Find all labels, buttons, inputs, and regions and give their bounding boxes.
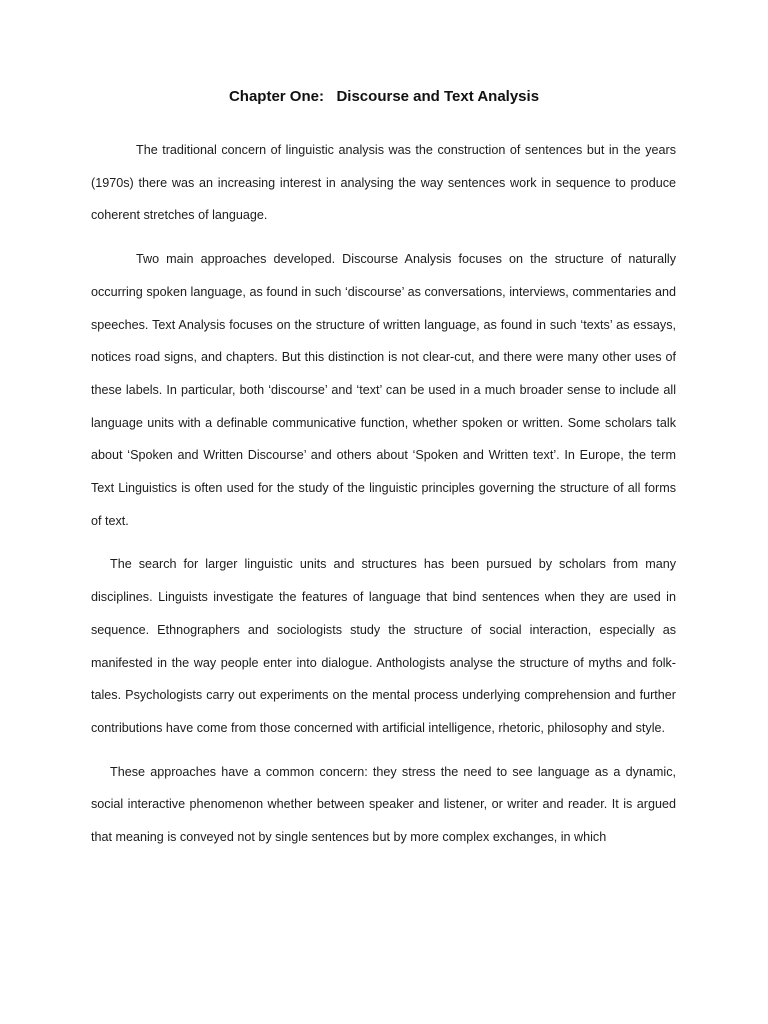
chapter-title: Chapter One: Discourse and Text Analysis bbox=[228, 88, 540, 105]
paragraph-two-approaches: Two main approaches developed. Discourse Analysis focuses on the structure of naturally occurring spoken language, as found in such ‘discourse’ as conversations, interviews, commentaries and speeches. Text Analysis focuses on the structure of written language, as found in such ‘texts’ as essays, notices road signs, and chapters. But this distinction is not clear-cut, and there were many other uses of these labels. In particular, both ‘discourse’ and ‘text’ can be used in a much broader sense to include all language units with a definable communicative function, whether spoken or written. Some scholars talk about ‘Spoken and Written Discourse’ and others about ‘Spoken and Written text’. In Europe, the term Text Linguistics is often used for the study of the linguistic principles governing the structure of all forms of text. bbox=[91, 252, 676, 528]
paragraph-search-larger-units: The search for larger linguistic units and structures has been pursued by scholars from many disciplines. Linguists investigate the features of language that bind sentences when they are used in sequence. Ethnographers and sociologists study the structure of social interaction, especially as manifested in the way people enter into dialogue. Anthologists analyse the structure of myths and folk-tales. Psychologists carry out experiments on the mental process underlying comprehension and further contributions have come from those concerned with artificial intelligence, rhetoric, philosophy and style. bbox=[91, 557, 676, 735]
body-text bbox=[91, 134, 676, 865]
paragraph-common-concern: These approaches have a common concern: they stress the need to see language as a dynamic, social interactive phenomenon whether between speaker and listener, or writer and reader. It is argued that meaning is conveyed not by single sentences but by more complex exchanges, in which bbox=[91, 764, 676, 845]
paragraph-traditional-concern: The traditional concern of linguistic analysis was the construction of sentences but in the years (1970s) there was an increasing interest in analysing the way sentences work in sequence to produce coherent stretches of language. bbox=[91, 143, 676, 223]
